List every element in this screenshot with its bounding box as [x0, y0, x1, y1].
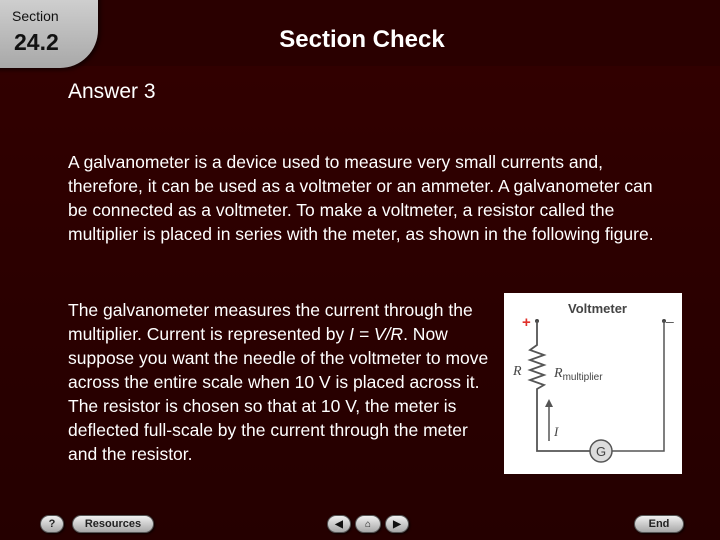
section-number: 24.2 [14, 29, 59, 55]
voltmeter-figure [504, 293, 682, 474]
galvanometer-label: G [595, 444, 607, 459]
minus-terminal-label: – [666, 313, 674, 329]
section-label: Section [12, 8, 59, 24]
resistor-wire [530, 321, 590, 451]
back-button[interactable] [327, 515, 351, 533]
navigation-bar [0, 506, 720, 540]
current-formula: I = V/R [349, 324, 404, 344]
page-title: Section Check [279, 26, 445, 53]
plus-terminal-label: + [522, 314, 531, 331]
paragraph-explanation-start: The galvanometer measures the current through the multiplier. Current is represented by [68, 300, 473, 344]
paragraph-intro: A galvanometer is a device used to measure very small currents and, therefore, it can be used as a voltmeter or an ammeter. A galvanometer can be connected as a voltmeter. To make a voltmeter, a resistor called the multiplier is placed in series with the meter, as shown in the following figure. [68, 152, 654, 244]
home-button[interactable] [355, 515, 381, 533]
paragraph-explanation-end: . Now suppose you want the needle of the voltmeter to move across the entire scale when 10 V is placed across it. The resistor is chosen so that at 10 V, the meter is deflected full-scale by the current through the meter and the resistor. [68, 324, 489, 464]
end-button[interactable]: End [634, 515, 684, 533]
current-arrow-head [545, 399, 553, 407]
help-icon: ? [48, 518, 56, 530]
resources-button[interactable]: Resources [72, 515, 154, 533]
figure-title: Voltmeter [568, 301, 627, 316]
current-label: I [554, 424, 559, 439]
forward-button[interactable] [385, 515, 409, 533]
multiplier-label: $R_{multiplier}$ [554, 366, 603, 383]
return-wire [612, 321, 664, 451]
voltmeter-diagram [504, 293, 682, 474]
home-icon: ⌂ [364, 519, 372, 530]
forward-arrow-icon: ▶ [393, 519, 401, 530]
paragraph-explanation [68, 298, 498, 466]
help-button[interactable] [40, 515, 64, 533]
back-arrow-icon: ◀ [335, 519, 343, 530]
answer-heading: Answer 3 [68, 80, 156, 103]
resistor-label: R [513, 364, 522, 379]
